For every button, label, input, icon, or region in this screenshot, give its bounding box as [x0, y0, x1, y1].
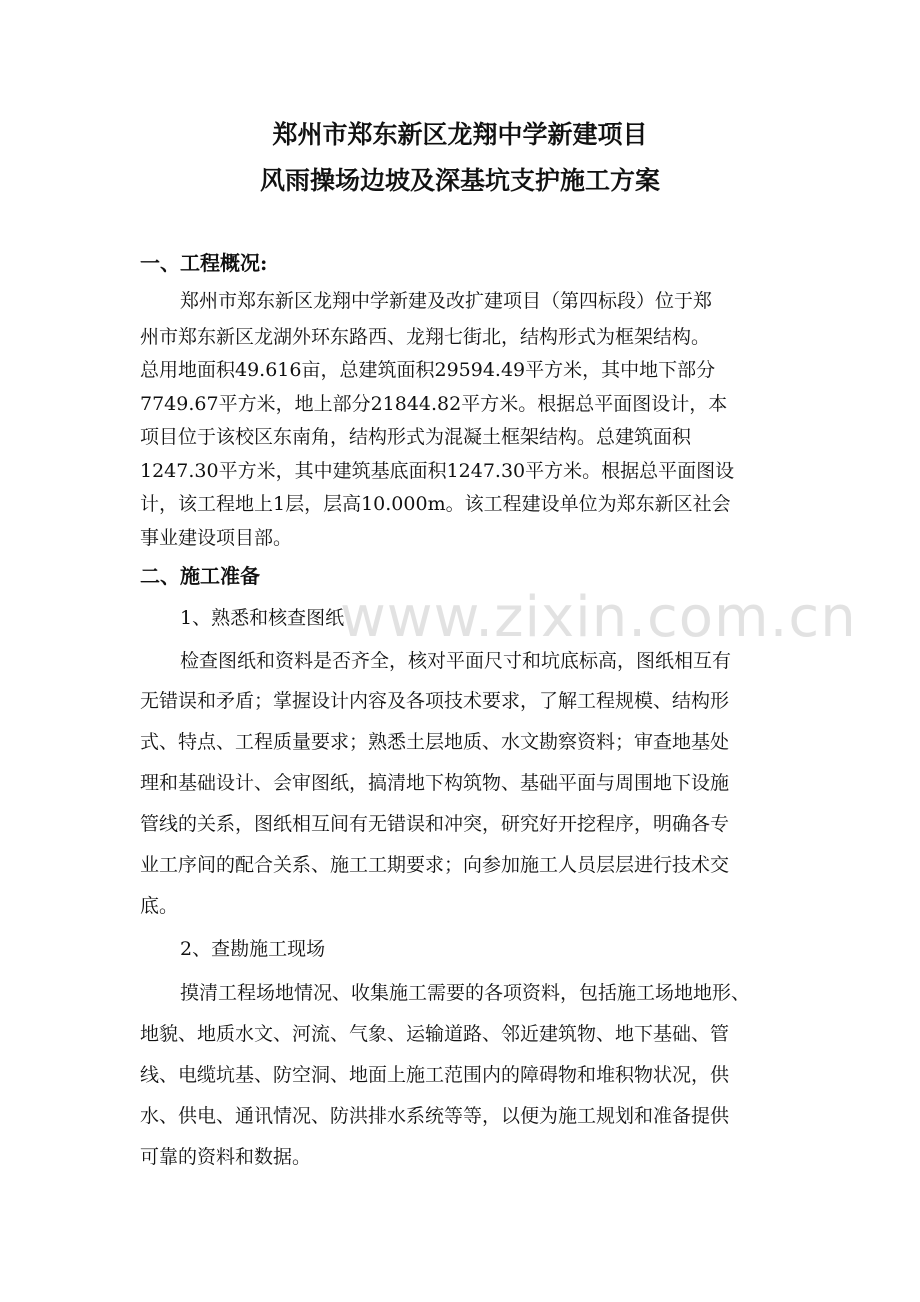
section2-item1-line: 理和基础设计、会审图纸，搞清地下构筑物、基础平面与周围地下设施	[140, 772, 730, 794]
section1-line: 总用地面积49.616亩，总建筑面积29594.49平方米，其中地下部分	[140, 359, 716, 381]
section2-item2-title: 2、查勘施工现场	[180, 938, 326, 960]
section2-item1-line: 检查图纸和资料是否齐全，核对平面尺寸和坑底标高，图纸相互有	[180, 650, 732, 672]
section2-item1-line: 式、特点、工程质量要求；熟悉土层地质、水文勘察资料；审查地基处	[140, 731, 730, 753]
section1-line: 事业建设项目部。	[140, 527, 293, 549]
section2-item1-line: 底。	[140, 895, 179, 917]
section2-item2-line: 可靠的资料和数据。	[140, 1146, 312, 1168]
section1-line: 州市郑东新区龙湖外环东路西、龙翔七街北，结构形式为框架结构。	[140, 326, 711, 348]
section2-item1-line: 管线的关系，图纸相互间有无错误和冲突，研究好开挖程序，明确各专	[140, 813, 730, 835]
section1-line: 1247.30平方米，其中建筑基底面积1247.30平方米。根据总平面图设	[140, 460, 735, 482]
section2-item2-line: 线、电缆坑基、防空洞、地面上施工范围内的障碍物和堆积物状况，供	[140, 1064, 730, 1086]
document-title-line2: 风雨操场边坡及深基坑支护施工方案	[259, 166, 660, 195]
document-title-line1: 郑州市郑东新区龙翔中学新建项目	[272, 120, 648, 149]
section1-line: 郑州市郑东新区龙翔中学新建及改扩建项目（第四标段）位于郑	[180, 290, 713, 312]
section2-item1-line: 业工序间的配合关系、施工工期要求；向参加施工人员层层进行技术交	[140, 854, 730, 876]
section1-line: 项目位于该校区东南角，结构形式为混凝土框架结构。总建筑面积	[140, 426, 692, 448]
section2-item2-line: 地貌、地质水文、河流、气象、运输道路、邻近建筑物、地下基础、管	[140, 1023, 730, 1045]
section1-line: 计，该工程地上1层，层高10.000m。该工程建设单位为郑东新区社会	[140, 493, 731, 515]
section1-heading: 一、工程概况:	[140, 251, 268, 275]
section1-line: 7749.67平方米，地上部分21844.82平方米。根据总平面图设计，本	[140, 393, 728, 415]
section2-item2-line: 摸清工程场地情况、收集施工需要的各项资料，包括施工场地地形、	[180, 982, 751, 1004]
watermark: www.zixin.com.cn	[340, 585, 857, 650]
section2-item1-title: 1、熟悉和核查图纸	[180, 607, 345, 629]
section2-heading: 二、施工准备	[140, 564, 260, 588]
section2-item2-line: 水、供电、通讯情况、防洪排水系统等等，以便为施工规划和准备提供	[140, 1105, 730, 1127]
section2-item1-line: 无错误和矛盾；掌握设计内容及各项技术要求，了解工程规模、结构形	[140, 690, 730, 712]
